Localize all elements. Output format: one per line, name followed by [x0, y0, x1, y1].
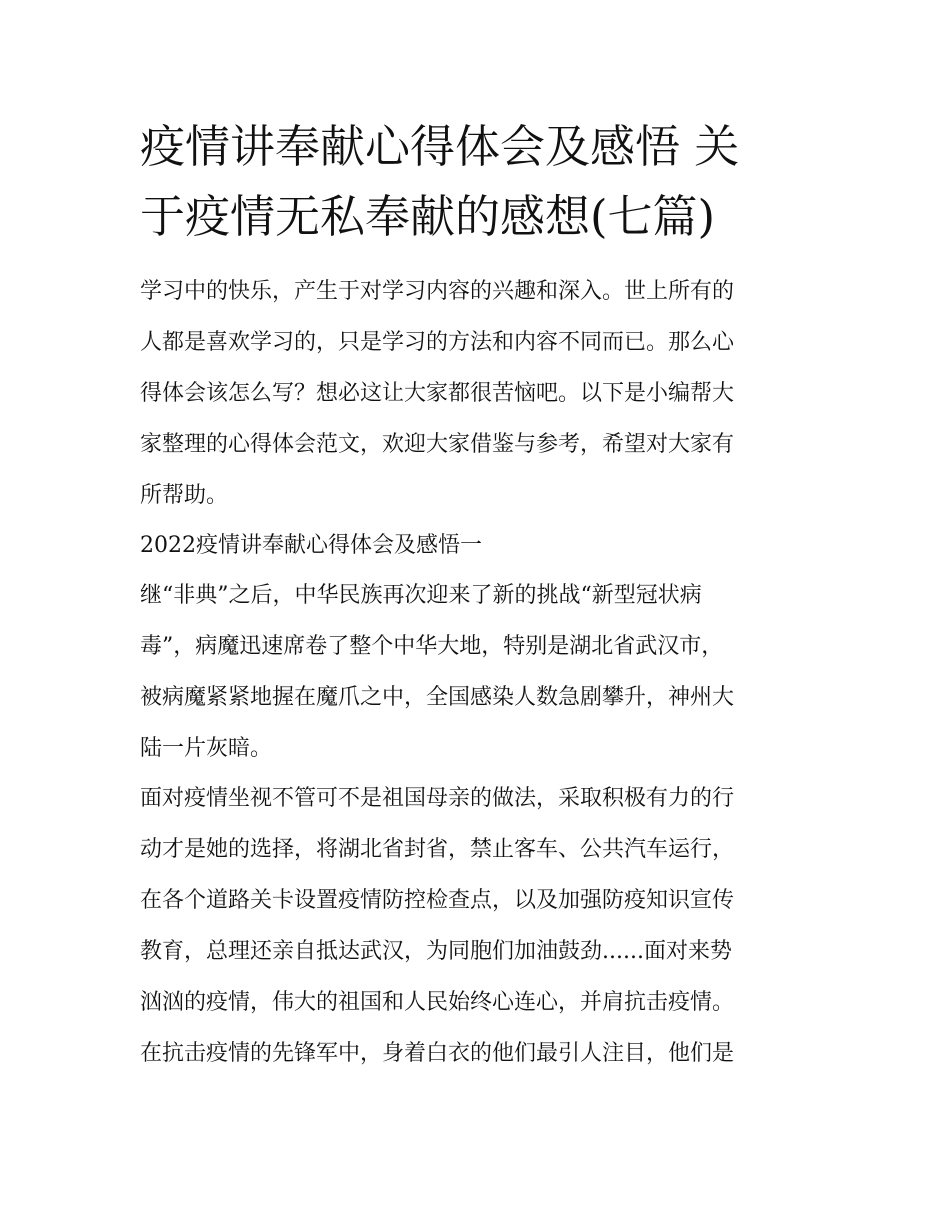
text-line: 学习中的快乐，产生于对学习内容的兴趣和深入。世上所有的 [140, 279, 735, 304]
text-line: 家整理的心得体会范文，欢迎大家借鉴与参考，希望对大家有 [140, 432, 735, 457]
text-line: 在各个道路关卡设置疫情防控检查点，以及加强防疫知识宣传 [140, 888, 735, 913]
text-line: 所帮助。 [140, 483, 229, 508]
document-title [140, 112, 812, 252]
title-line: 于疫情无私奉献的感想(七篇) [140, 190, 716, 243]
text-line: 动才是她的选择，将湖北省封省，禁止客车、公共汽车运行， [140, 837, 735, 862]
text-line: 人都是喜欢学习的，只是学习的方法和内容不同而已。那么心 [140, 330, 735, 355]
text-line: 陆一片灰暗。 [140, 736, 273, 761]
intro-paragraph [140, 272, 812, 516]
section-heading-text: 2022疫情讲奉献心得体会及感悟一 [140, 533, 482, 558]
text-line: 教育，总理还亲自抵达武汉，为同胞们加油鼓劲......面对来势 [140, 939, 732, 964]
text-line: 得体会该怎么写？想必这让大家都很苦恼吧。以下是小编帮大 [140, 381, 735, 406]
text-line: 继“非典”之后，中华民族再次迎来了新的挑战“新型冠状病 [140, 583, 702, 608]
text-line: 面对疫情坐视不管可不是祖国母亲的做法，采取积极有力的行 [140, 786, 735, 811]
body-paragraph-2 [140, 779, 812, 1074]
section-heading [140, 526, 812, 566]
title-line: 疫情讲奉献心得体会及感悟 关 [140, 120, 740, 173]
text-line: 被病魔紧紧地握在魔爪之中，全国感染人数急剧攀升，神州大 [140, 685, 735, 710]
document-body [140, 112, 812, 1074]
body-paragraph-1 [140, 576, 812, 769]
text-line: 毒”，病魔迅速席卷了整个中华大地，特别是湖北省武汉市， [140, 634, 724, 659]
text-line: 汹汹的疫情，伟大的祖国和人民始终心连心，并肩抗击疫情。 [140, 990, 735, 1015]
text-line: 在抗击疫情的先锋军中，身着白衣的他们最引人注目，他们是 [140, 1041, 735, 1066]
